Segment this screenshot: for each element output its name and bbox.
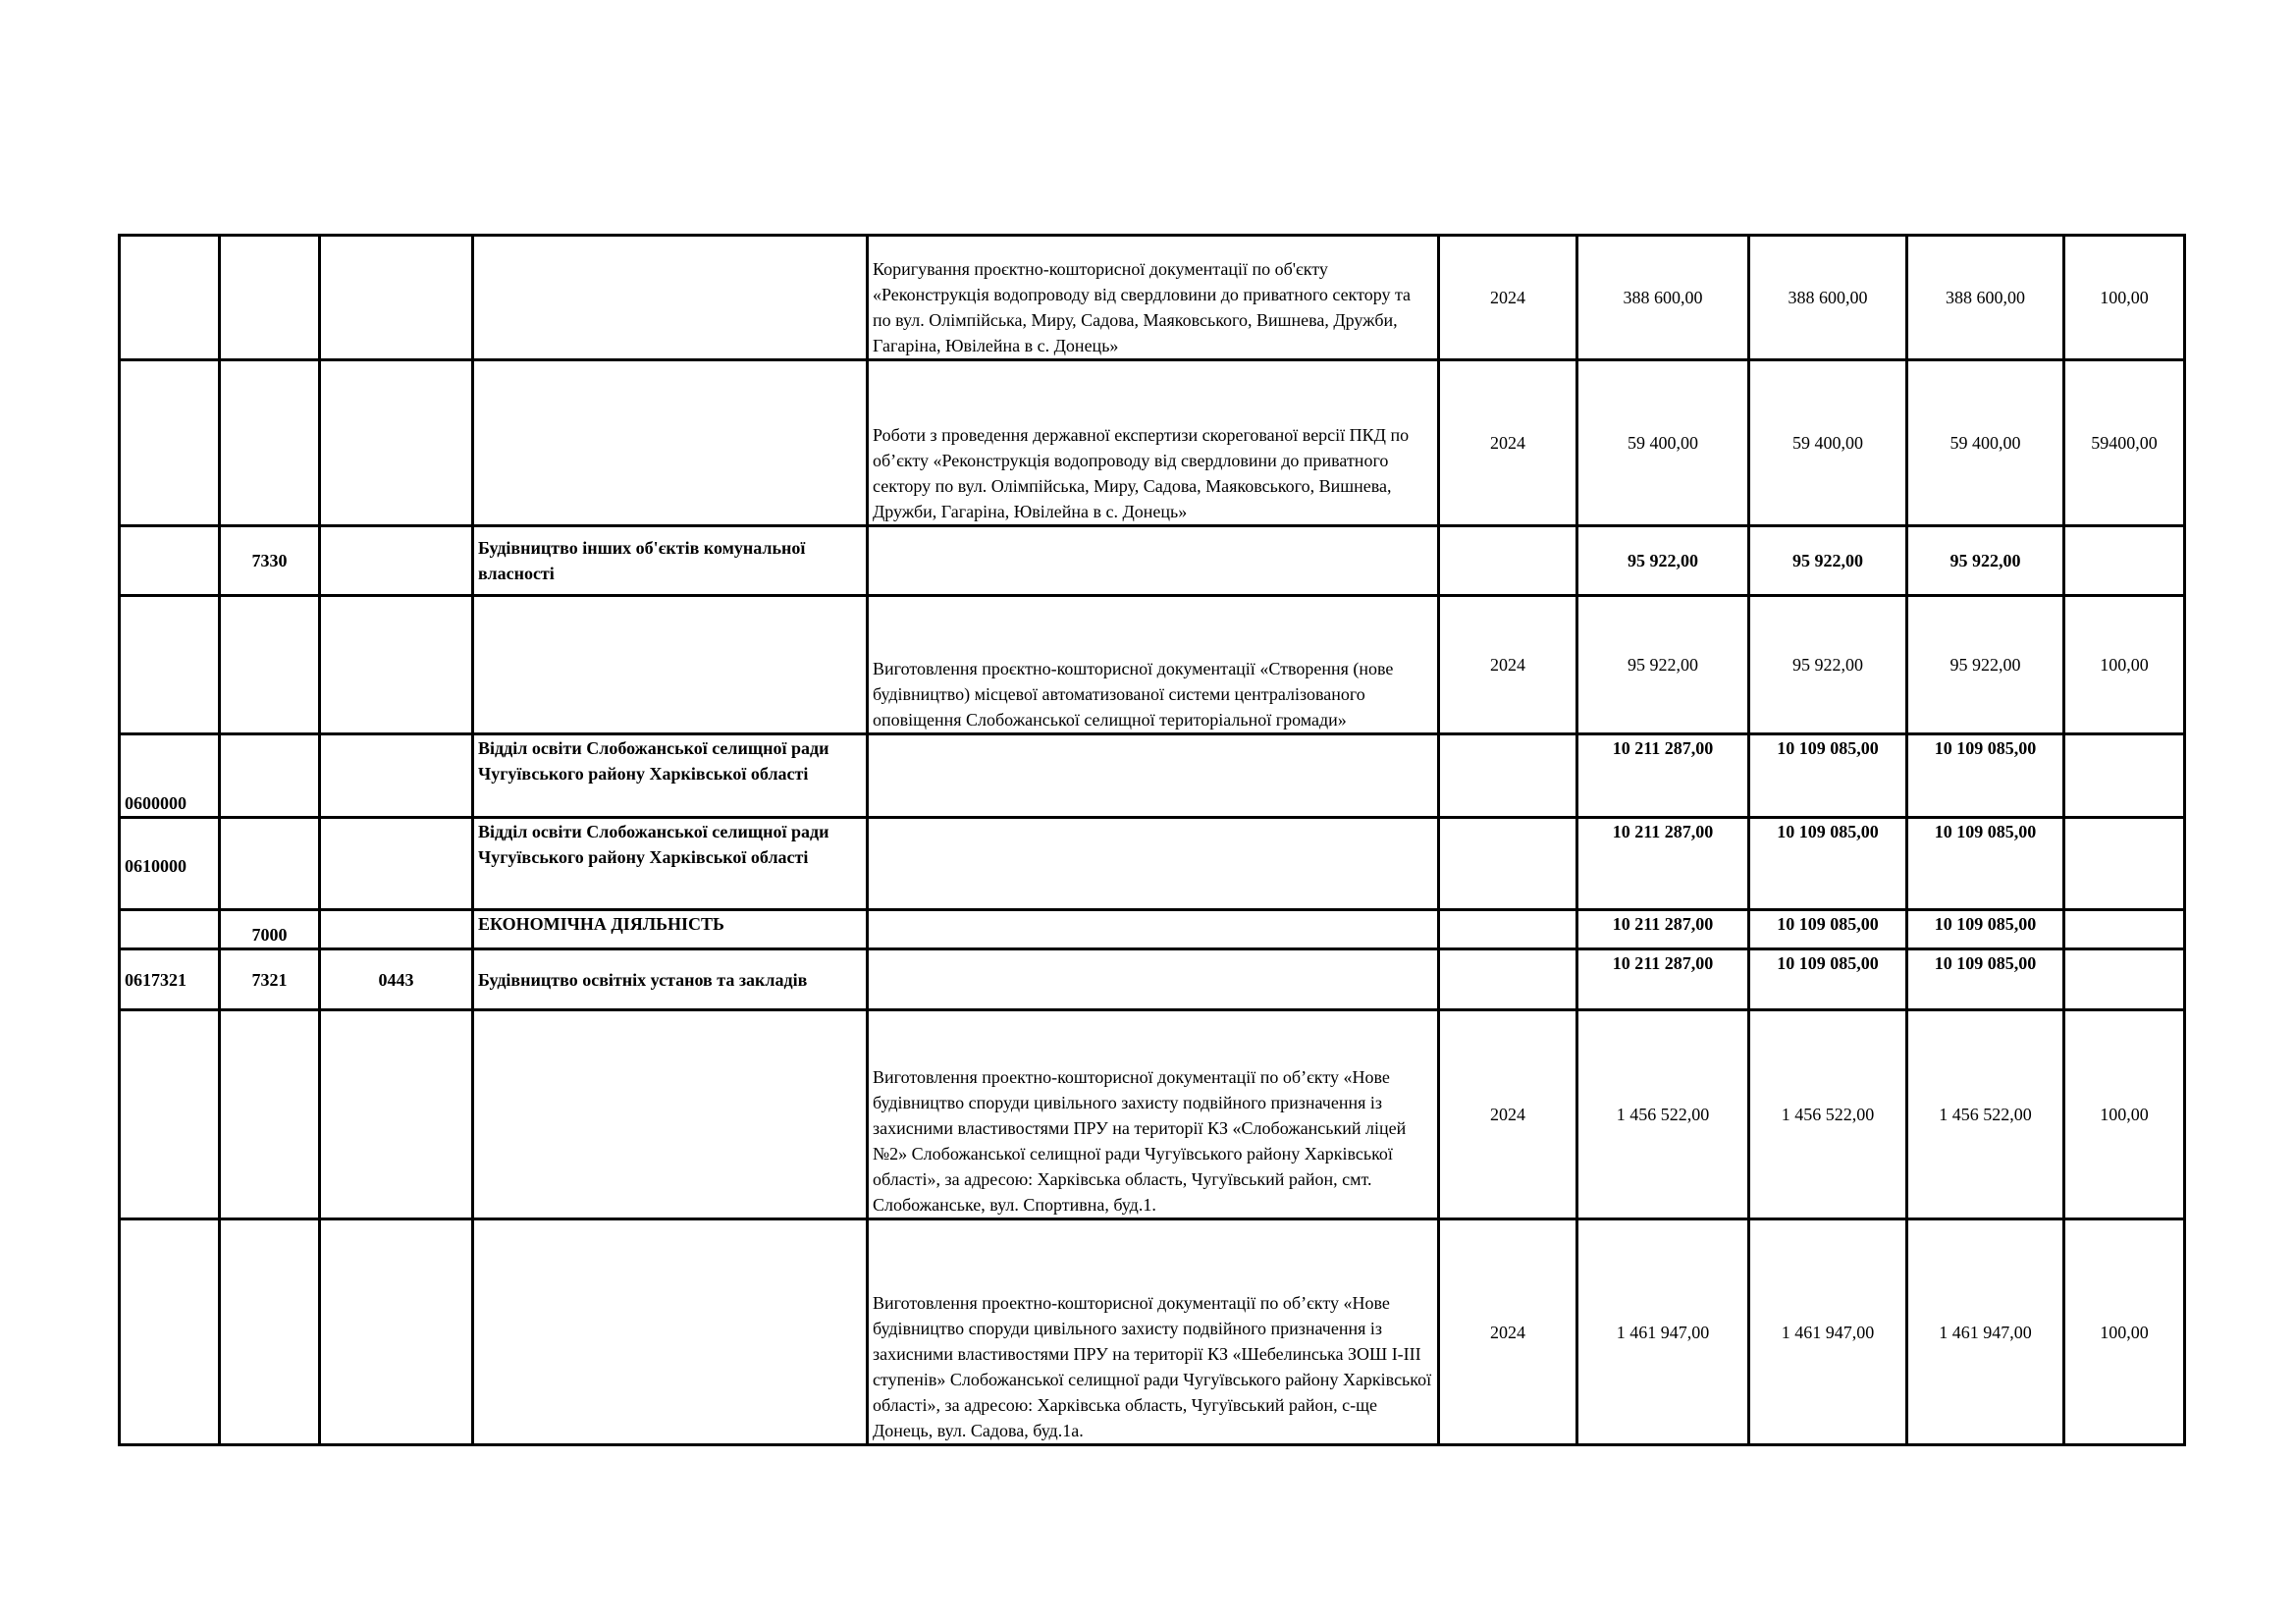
cell-code3: [320, 1010, 473, 1219]
cell-name: [473, 1010, 868, 1219]
cell-value-3: 10 109 085,00: [1907, 910, 2064, 949]
cell-code2: 7330: [220, 526, 320, 596]
cell-value-2: 388 600,00: [1749, 236, 1907, 360]
cell-percent: 100,00: [2064, 596, 2185, 734]
cell-code3: [320, 596, 473, 734]
cell-code3: [320, 236, 473, 360]
cell-description: [868, 734, 1439, 818]
cell-value-1: 95 922,00: [1577, 596, 1749, 734]
cell-code3: [320, 1219, 473, 1445]
cell-value-3: 388 600,00: [1907, 236, 2064, 360]
cell-value-1: 95 922,00: [1577, 526, 1749, 596]
cell-value-2: 1 461 947,00: [1749, 1219, 1907, 1445]
cell-value-3: 59 400,00: [1907, 360, 2064, 526]
cell-description: Роботи з проведення державної експертизи скорегованої версії ПКД по об’єкту «Реконструкція водопроводу від свердловини до приватного сектору по вул. Олімпійська, Миру, Садова, Маяковського, Вишнева, Дружби, Гагаріна, Ювілейна в с. Донець»: [868, 360, 1439, 526]
cell-code1: [120, 236, 220, 360]
cell-description: [868, 910, 1439, 949]
cell-year: 2024: [1439, 236, 1577, 360]
cell-value-2: 95 922,00: [1749, 596, 1907, 734]
cell-value-3: 10 109 085,00: [1907, 949, 2064, 1010]
cell-value-2: 10 109 085,00: [1749, 910, 1907, 949]
cell-value-3: 10 109 085,00: [1907, 818, 2064, 910]
table-row: [120, 910, 2185, 949]
cell-code2: 7000: [220, 910, 320, 949]
cell-value-1: 10 211 287,00: [1577, 818, 1749, 910]
cell-code1: 0617321: [120, 949, 220, 1010]
cell-code3: [320, 734, 473, 818]
cell-percent: [2064, 734, 2185, 818]
cell-value-1: 1 456 522,00: [1577, 1010, 1749, 1219]
table-row: [120, 596, 2185, 734]
table-row: [120, 818, 2185, 910]
cell-code1: [120, 526, 220, 596]
table-row: [120, 1219, 2185, 1445]
table-row: [120, 1010, 2185, 1219]
cell-percent: [2064, 818, 2185, 910]
cell-value-3: 95 922,00: [1907, 596, 2064, 734]
cell-value-1: 10 211 287,00: [1577, 910, 1749, 949]
cell-name: ЕКОНОМІЧНА ДІЯЛЬНІСТЬ: [473, 910, 868, 949]
cell-percent: 100,00: [2064, 236, 2185, 360]
cell-code3: [320, 910, 473, 949]
cell-description: Коригування проєктно-кошторисної документації по об'єкту «Реконструкція водопроводу від свердловини до приватного сектору та по вул. Олімпійська, Миру, Садова, Маяковського, Вишнева, Дружби, Гагаріна, Ювілейна в с. Донець»: [868, 236, 1439, 360]
cell-name: [473, 1219, 868, 1445]
cell-name: [473, 236, 868, 360]
cell-value-3: 95 922,00: [1907, 526, 2064, 596]
cell-code3: [320, 526, 473, 596]
cell-value-1: 10 211 287,00: [1577, 949, 1749, 1010]
cell-description: Виготовлення проектно-кошторисної документації по об’єкту «Нове будівництво споруди цивільного захисту подвійного призначення із захисними властивостями ПРУ на території КЗ «Слобожанський ліцей №2» Слобожанської селищної ради Чугуївського району Харківської області», за адресою: Харківська область, Чугуївський район, смт. Слобожанське, вул. Спортивна, буд.1.: [868, 1010, 1439, 1219]
cell-code1: [120, 1219, 220, 1445]
cell-code2: [220, 1010, 320, 1219]
cell-year: [1439, 910, 1577, 949]
cell-percent: 59400,00: [2064, 360, 2185, 526]
cell-code1: [120, 596, 220, 734]
cell-code2: 7321: [220, 949, 320, 1010]
cell-value-1: 1 461 947,00: [1577, 1219, 1749, 1445]
cell-value-1: 59 400,00: [1577, 360, 1749, 526]
cell-year: 2024: [1439, 1010, 1577, 1219]
cell-description: Виготовлення проєктно-кошторисної документації «Створення (нове будівництво) місцевої автоматизованої системи централізованого оповіщення Слобожанської селищної територіальної громади»: [868, 596, 1439, 734]
cell-name: Будівництво освітніх установ та закладів: [473, 949, 868, 1010]
table-row: [120, 526, 2185, 596]
cell-value-3: 10 109 085,00: [1907, 734, 2064, 818]
cell-code2: [220, 236, 320, 360]
cell-value-1: 10 211 287,00: [1577, 734, 1749, 818]
cell-name: [473, 596, 868, 734]
cell-value-2: 10 109 085,00: [1749, 949, 1907, 1010]
cell-code1: 0600000: [120, 734, 220, 818]
cell-value-2: 1 456 522,00: [1749, 1010, 1907, 1219]
cell-name: Відділ освіти Слобожанської селищної ради Чугуївського району Харківської області: [473, 734, 868, 818]
cell-value-2: 10 109 085,00: [1749, 734, 1907, 818]
budget-table: [118, 234, 2186, 1446]
cell-name: [473, 360, 868, 526]
cell-percent: [2064, 949, 2185, 1010]
cell-year: [1439, 818, 1577, 910]
table-row: [120, 949, 2185, 1010]
cell-code2: [220, 596, 320, 734]
cell-code2: [220, 818, 320, 910]
cell-year: 2024: [1439, 1219, 1577, 1445]
cell-value-2: 59 400,00: [1749, 360, 1907, 526]
cell-code1: 0610000: [120, 818, 220, 910]
cell-code1: [120, 360, 220, 526]
cell-year: 2024: [1439, 596, 1577, 734]
cell-value-2: 10 109 085,00: [1749, 818, 1907, 910]
cell-percent: [2064, 526, 2185, 596]
cell-percent: 100,00: [2064, 1219, 2185, 1445]
table-row: [120, 734, 2185, 818]
cell-description: [868, 526, 1439, 596]
cell-code2: [220, 734, 320, 818]
cell-year: [1439, 949, 1577, 1010]
cell-year: [1439, 734, 1577, 818]
cell-value-1: 388 600,00: [1577, 236, 1749, 360]
cell-code3: [320, 818, 473, 910]
table-row: [120, 360, 2185, 526]
cell-description: [868, 949, 1439, 1010]
cell-code3: [320, 360, 473, 526]
cell-name: Відділ освіти Слобожанської селищної ради Чугуївського району Харківської області: [473, 818, 868, 910]
cell-value-3: 1 456 522,00: [1907, 1010, 2064, 1219]
cell-code3: 0443: [320, 949, 473, 1010]
table-row: [120, 236, 2185, 360]
cell-code2: [220, 1219, 320, 1445]
cell-description: Виготовлення проектно-кошторисної документації по об’єкту «Нове будівництво споруди цивільного захисту подвійного призначення із захисними властивостями ПРУ на території КЗ «Шебелинська ЗОШ І-ІІІ ступенів» Слобожанської селищної ради Чугуївського району Харківської області», за адресою: Харківська область, Чугуївський район, с-ще Донець, вул. Садова, буд.1а.: [868, 1219, 1439, 1445]
cell-percent: [2064, 910, 2185, 949]
cell-description: [868, 818, 1439, 910]
cell-code1: [120, 1010, 220, 1219]
cell-percent: 100,00: [2064, 1010, 2185, 1219]
cell-name: Будівництво інших об'єктів комунальної власності: [473, 526, 868, 596]
cell-value-2: 95 922,00: [1749, 526, 1907, 596]
cell-value-3: 1 461 947,00: [1907, 1219, 2064, 1445]
cell-year: 2024: [1439, 360, 1577, 526]
cell-code2: [220, 360, 320, 526]
cell-code1: [120, 910, 220, 949]
cell-year: [1439, 526, 1577, 596]
